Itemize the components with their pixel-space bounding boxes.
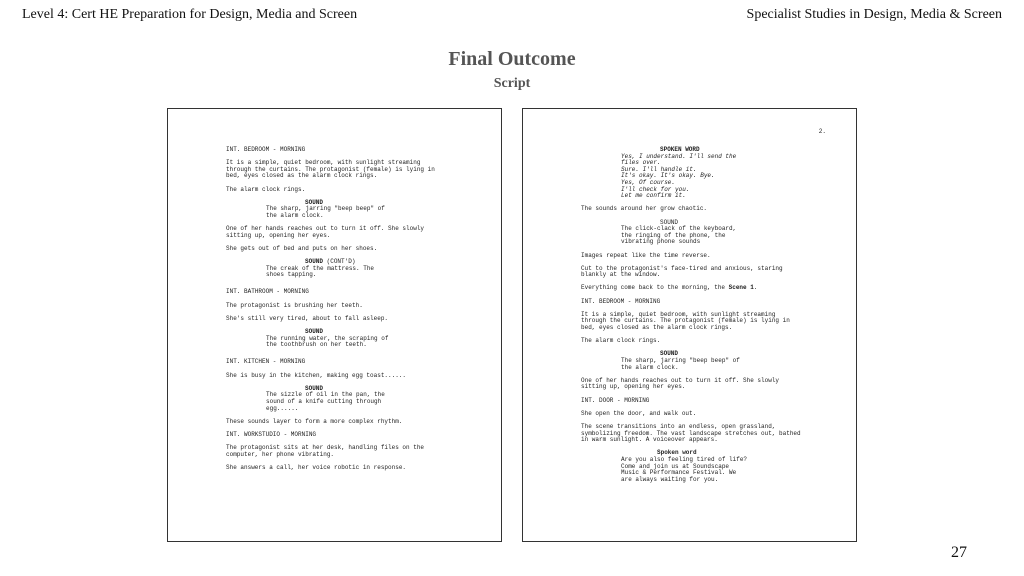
dialogue-line: egg...... (266, 404, 299, 412)
dialogue-line: Yes, I understand. I'll send the (621, 152, 737, 160)
action-line: One of her hands reaches out to turn it off. She slowly (226, 225, 425, 233)
action-line: Cut to the protagonist's face-tired and anxious, staring (581, 264, 783, 272)
action-line: The sounds around her grow chaotic. (581, 205, 708, 213)
scene-reference: Scene 1 (728, 284, 754, 292)
action-line: computer, her phone vibrating. (226, 450, 335, 458)
dialogue-line: shoes tapping. (266, 271, 317, 279)
script-page-2 (522, 108, 857, 542)
cue-name: SOUND (305, 258, 324, 266)
character-cue: SOUND (660, 218, 679, 226)
dialogue-line: Music & Performance Festival. We (621, 469, 737, 477)
scene-heading: INT. DOOR - MORNING (581, 396, 650, 404)
dialogue-line: The sharp, jarring "beep beep" of (621, 357, 740, 364)
script-page-2-content (581, 147, 817, 483)
scene-heading: INT. WORKSTUDIO - MORNING (226, 430, 317, 438)
dialogue-line: the toothbrush on her teeth. (266, 341, 367, 349)
action-line: It is a simple, quiet bedroom, with sunlight streaming (226, 159, 421, 167)
dialogue-line: are always waiting for you. (621, 475, 719, 483)
dialogue-line: The sharp, jarring "beep beep" of (266, 205, 385, 213)
character-cue: SOUND (305, 384, 324, 392)
header-module-title: Specialist Studies in Design, Media & Screen (746, 7, 1002, 22)
action-line: sitting up, opening her eyes. (581, 383, 686, 391)
dialogue-line: It's okay. It's okay. Bye. (621, 172, 715, 180)
scene-heading: INT. KITCHEN - MORNING (226, 358, 306, 366)
action-line: sitting up, opening her eyes. (226, 231, 331, 239)
action-line: Images repeat like the time reverse. (581, 251, 711, 259)
action-line: She's still very tired, about to fall asleep. (226, 314, 389, 322)
action-line: bed, eyes closed as the alarm clock rings. (226, 172, 378, 180)
action-line: The alarm clock rings. (581, 337, 661, 345)
script-page-number: 2. (818, 128, 826, 135)
slide-number: 27 (951, 544, 967, 561)
action-line: She gets out of bed and puts on her shoes. (226, 244, 378, 252)
action-line: The alarm clock rings. (226, 185, 306, 193)
character-cue: SPOKEN WORD (660, 146, 700, 153)
dialogue-line: Let me confirm it. (621, 192, 686, 200)
dialogue-line: The running water, the scraping of (266, 334, 389, 342)
action-line: It is a simple, quiet bedroom, with sunlight streaming (581, 310, 776, 318)
dialogue-line: files over. (621, 159, 661, 167)
dialogue-line: The sizzle of oil in the pan, the (266, 391, 385, 399)
action-text: Everything come back to the morning, the (581, 284, 729, 292)
action-line: The protagonist is brushing her teeth. (226, 301, 363, 309)
dialogue-line: Are you also feeling tired of life? (621, 455, 748, 463)
dialogue-line: sound of a knife cutting through (266, 397, 382, 405)
action-line: through the curtains. The protagonist (female) is lying in (581, 317, 790, 325)
dialogue-line: The click-clack of the keyboard, (621, 225, 737, 233)
dialogue-line: Sure. I'll handle it. (621, 165, 697, 173)
action-line: bed, eyes closed as the alarm clock rings. (581, 324, 733, 332)
script-page-1-content (226, 147, 462, 472)
action-line: in warm sunlight. A voiceover appears. (581, 436, 718, 444)
action-line: symbolizing freedom. The vast landscape stretches out, bathed (581, 429, 801, 437)
character-cue: Spoken word (657, 449, 697, 457)
cue-extension: (CONT'D) (323, 258, 356, 266)
slide-title: Final Outcome (448, 48, 576, 70)
action-line: The protagonist sits at her desk, handling files on the (226, 444, 425, 452)
scene-heading: INT. BEDROOM - MORNING (581, 297, 661, 305)
dialogue-line: vibrating phone sounds (621, 238, 701, 246)
action-line: She open the door, and walk out. (581, 409, 697, 417)
dialogue-line: the alarm clock. (266, 211, 324, 219)
scene-heading: INT. BEDROOM - MORNING (226, 146, 306, 153)
dialogue-line: Yes, Of course. (621, 178, 676, 186)
action-line: through the curtains. The protagonist (female) is lying in (226, 165, 435, 173)
action-text: . (753, 284, 758, 292)
character-cue: SOUND (660, 350, 679, 358)
action-line: She is busy in the kitchen, making egg toast...... (226, 371, 407, 379)
character-cue: SOUND (305, 328, 324, 336)
dialogue-line: the alarm clock. (621, 363, 679, 371)
slide-subtitle: Script (493, 76, 531, 91)
script-page-1 (167, 108, 502, 542)
dialogue-line: The creak of the mattress. The (266, 264, 375, 272)
action-line (581, 285, 817, 292)
scene-heading: INT. BATHROOM - MORNING (226, 288, 309, 296)
action-line: The scene transitions into an endless, open grassland, (581, 422, 776, 430)
action-line: She answers a call, her voice robotic in response. (226, 463, 407, 471)
character-cue: SOUND (305, 198, 324, 206)
dialogue-line: I'll check for you. (621, 185, 690, 193)
dialogue-line: Come and join us at Soundscape (621, 462, 730, 470)
header-course-title: Level 4: Cert HE Preparation for Design, Media and Screen (22, 7, 358, 22)
action-line: blankly at the window. (581, 271, 661, 279)
dialogue-line: the ringing of the phone, the (621, 231, 726, 239)
action-line: One of her hands reaches out to turn it off. She slowly (581, 376, 780, 384)
action-line: These sounds layer to form a more complex rhythm. (226, 417, 403, 425)
